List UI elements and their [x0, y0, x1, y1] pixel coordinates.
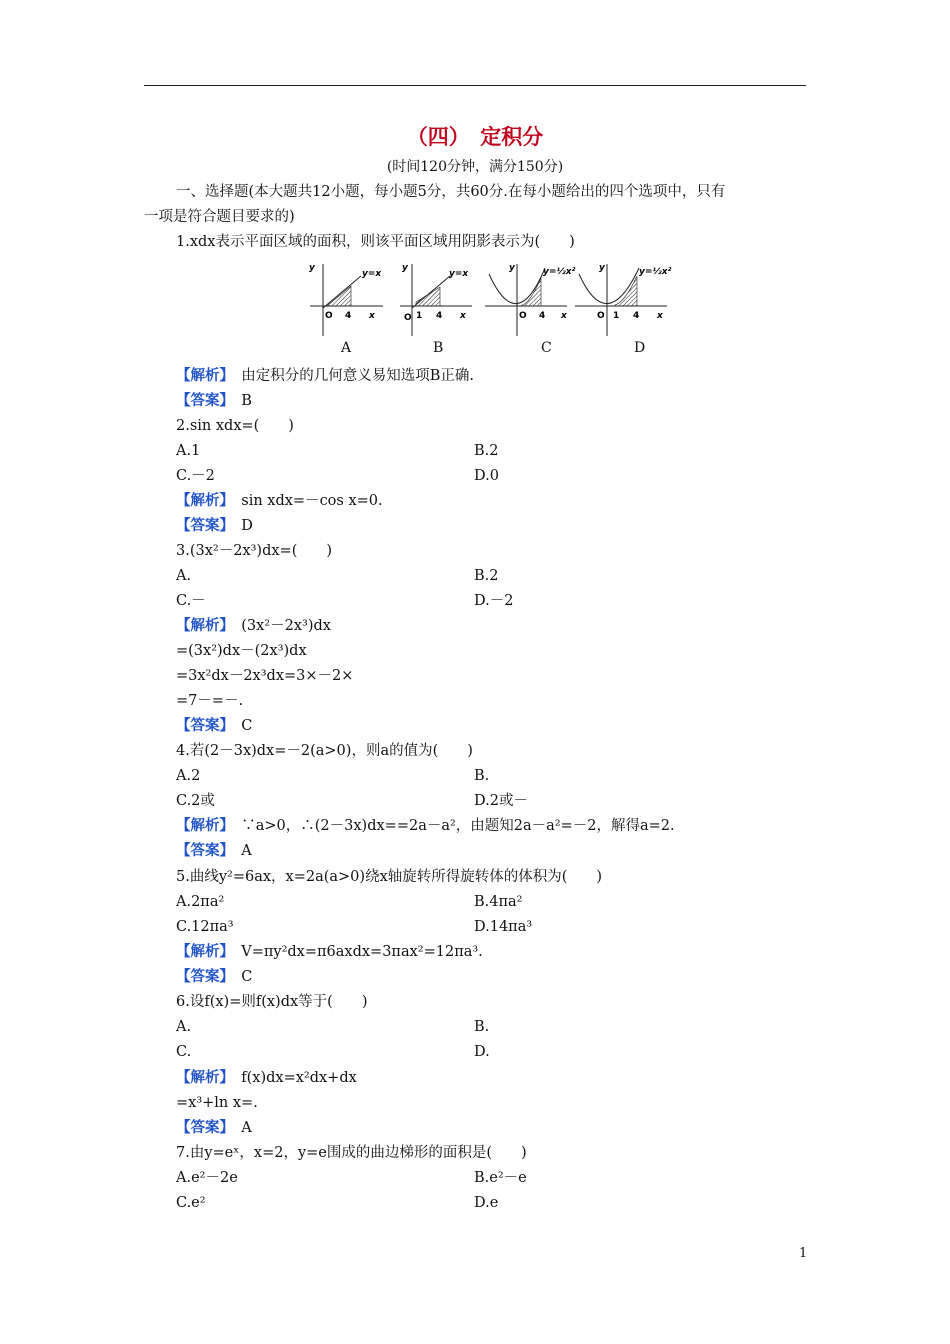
svg-text:O: O — [519, 311, 527, 321]
q1-stem: 1.xdx表示平面区域的面积，则该平面区域用阴影表示为( ) — [176, 234, 575, 250]
graph-a — [309, 263, 383, 336]
page-title: （四） 定积分 — [406, 125, 544, 149]
q6-analysis: 【解析】 f(x)dx=x²dx+dx — [176, 1070, 357, 1086]
q3-analysis: 【解析】 (3x²－2x³)dx — [176, 618, 331, 634]
graph-a-tick4: 4 — [345, 311, 352, 321]
q3-option-c: C.－ — [176, 593, 206, 609]
svg-text:4: 4 — [539, 311, 546, 321]
q3-option-b: B.2 — [474, 568, 499, 584]
graph-b-curve: y=x — [449, 269, 469, 279]
graph-label-d: D — [634, 340, 646, 356]
svg-text:4: 4 — [436, 311, 443, 321]
q5-stem: 5.曲线y²=6ax，x=2a(a>0)绕x轴旋转所得旋转体的体积为( ) — [176, 869, 603, 885]
q5-option-a: A.2πa² — [176, 894, 225, 910]
q1-analysis: 【解析】 由定积分的几何意义易知选项B正确. — [176, 368, 475, 384]
q4-answer: 【答案】 A — [176, 843, 252, 859]
svg-text:O: O — [597, 311, 605, 321]
q3-option-a: A. — [176, 568, 192, 584]
svg-text:x: x — [657, 311, 663, 321]
graph-label-a: A — [341, 340, 352, 356]
svg-text:1: 1 — [613, 311, 620, 321]
q3-step-3: =7－=－. — [176, 693, 244, 709]
svg-text:1: 1 — [416, 311, 423, 321]
q6-answer: 【答案】 A — [176, 1120, 252, 1136]
q2-option-c: C.－2 — [176, 468, 215, 484]
q1-answer: 【答案】 B — [176, 393, 252, 409]
graph-d — [575, 263, 672, 336]
q4-option-c: C.2或 — [176, 793, 215, 809]
q3-step-1: =(3x²)dx－(2x³)dx — [176, 643, 307, 659]
q4-option-b: B. — [474, 768, 490, 784]
graph-a-y-label: y — [309, 263, 315, 273]
q5-option-b: B.4πa² — [474, 894, 523, 910]
svg-text:y: y — [509, 263, 515, 273]
q7-option-b: B.e²－e — [474, 1170, 527, 1186]
graph-c-curve: y=½x² — [543, 267, 576, 277]
q6-step-1: =x³+ln x=. — [176, 1095, 258, 1111]
q6-option-a: A. — [176, 1019, 192, 1035]
page-number: 1 — [799, 1246, 808, 1261]
header-rule — [144, 85, 806, 86]
q7-stem: 7.由y=eˣ，x=2，y=e围成的曲边梯形的面积是( ) — [176, 1145, 527, 1161]
q7-option-d: D.e — [474, 1195, 499, 1211]
graph-label-c: C — [541, 340, 552, 356]
svg-text:4: 4 — [633, 311, 640, 321]
q4-option-d: D.2或－ — [474, 793, 528, 809]
q3-answer: 【答案】 C — [176, 718, 253, 734]
q6-stem: 6.设f(x)=则f(x)dx等于( ) — [176, 994, 368, 1010]
graph-c — [485, 263, 576, 336]
svg-text:x: x — [561, 311, 567, 321]
graph-label-b: B — [433, 340, 444, 356]
q6-option-c: C. — [176, 1044, 192, 1060]
q2-option-a: A.1 — [176, 443, 201, 459]
q2-analysis: 【解析】 sin xdx=－cos x=0. — [176, 493, 383, 509]
q6-option-b: B. — [474, 1019, 490, 1035]
svg-text:x: x — [460, 311, 466, 321]
q5-answer: 【答案】 C — [176, 969, 253, 985]
svg-text:O: O — [404, 313, 412, 323]
q7-option-c: C.e² — [176, 1195, 206, 1211]
q2-stem: 2.sin xdx=( ) — [176, 418, 294, 434]
q2-option-d: D.0 — [474, 468, 499, 484]
q5-option-d: D.14πa³ — [474, 919, 533, 935]
graph-a-curve: y=x — [362, 269, 382, 279]
q2-answer: 【答案】 D — [176, 518, 253, 534]
q3-stem: 3.(3x²－2x³)dx=( ) — [176, 543, 333, 559]
q7-option-a: A.e²－2e — [176, 1170, 238, 1186]
q6-option-d: D. — [474, 1044, 490, 1060]
q5-analysis: 【解析】 V=πy²dx=π6axdx=3πax²=12πa³. — [176, 944, 483, 960]
graph-a-x-label: x — [369, 311, 375, 321]
q4-analysis: 【解析】 ∵a>0，∴(2－3x)dx==2a－a²，由题知2a－a²=－2，解得a=2. — [176, 818, 675, 834]
q4-option-a: A.2 — [176, 768, 201, 784]
graph-d-curve: y=½x² — [639, 267, 672, 277]
q2-option-b: B.2 — [474, 443, 499, 459]
graph-a-origin: O — [325, 311, 333, 321]
svg-text:y: y — [402, 263, 408, 273]
q3-step-2: =3x²dx－2x³dx=3×－2× — [176, 668, 354, 684]
q5-option-c: C.12πa³ — [176, 919, 234, 935]
graph-b — [400, 263, 472, 336]
intro-line-1: 一、选择题(本大题共12小题，每小题5分，共60分.在每小题给出的四个选项中，只有 — [176, 184, 726, 200]
intro-line-2: 一项是符合题目要求的) — [144, 209, 295, 225]
svg-text:y: y — [599, 263, 605, 273]
page-subtitle: (时间120分钟，满分150分) — [386, 159, 564, 175]
q1-graphs — [305, 256, 683, 336]
q4-stem: 4.若(2－3x)dx=－2(a>0)，则a的值为( ) — [176, 743, 473, 759]
q3-option-d: D.－2 — [474, 593, 514, 609]
